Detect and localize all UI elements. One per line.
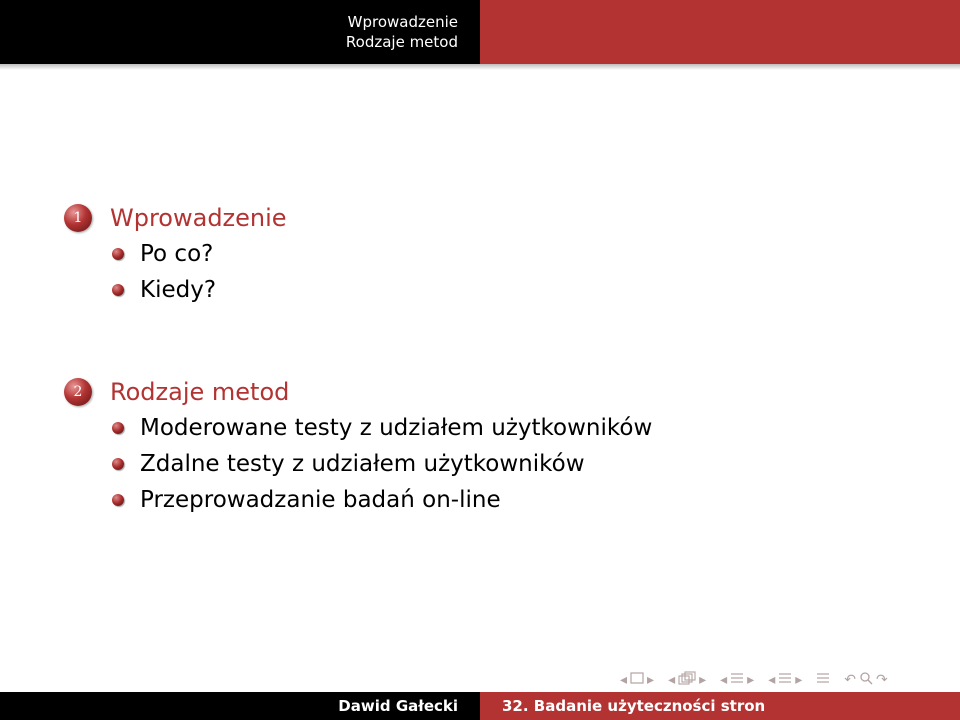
subsection-item[interactable]	[112, 236, 287, 272]
header-left-panel	[0, 0, 480, 64]
forward-icon[interactable]: ↷	[875, 672, 888, 688]
bullet-ball-icon	[112, 494, 124, 506]
bullet-ball-icon	[112, 458, 124, 470]
header-bar	[0, 0, 960, 64]
footer-left-panel	[0, 692, 480, 720]
header-section-link[interactable]: Wprowadzenie	[347, 13, 458, 31]
subsection-item[interactable]	[112, 482, 652, 518]
section-heading[interactable]	[64, 374, 652, 410]
subsection-prev-icon[interactable]: ◂	[668, 672, 676, 688]
subsection-list	[112, 236, 287, 308]
section-icon[interactable]	[778, 671, 792, 689]
subsection-label[interactable]: Kiedy?	[140, 277, 217, 303]
search-icon[interactable]	[859, 671, 873, 689]
subsection-item[interactable]	[112, 272, 287, 308]
section-number-ball: 1	[64, 204, 92, 232]
section-next-icon[interactable]: ▸	[795, 672, 803, 688]
section-heading[interactable]	[64, 200, 287, 236]
subsection-label[interactable]: Moderowane testy z udziałem użytkowników	[140, 415, 653, 441]
subsection-next-icon[interactable]: ▸	[699, 672, 707, 688]
subsection-label[interactable]: Przeprowadzanie badań on-line	[140, 487, 501, 513]
section-nav-group	[720, 671, 754, 689]
slide-nav-group	[620, 672, 654, 688]
footer-bar	[0, 692, 960, 720]
outline-section-1	[64, 200, 287, 308]
section-icon[interactable]	[730, 671, 744, 689]
subsection-icon[interactable]	[678, 671, 696, 689]
subsubsection-nav-group	[768, 671, 802, 689]
document-nav-group	[816, 671, 830, 689]
header-right-panel	[480, 0, 960, 64]
section-number-ball: 2	[64, 378, 92, 406]
footer-right-panel	[480, 692, 960, 720]
document-icon[interactable]	[816, 671, 830, 689]
bullet-ball-icon	[112, 248, 124, 260]
header-shadow	[0, 64, 960, 70]
frame-icon[interactable]	[630, 672, 644, 688]
section-prev-icon[interactable]: ◂	[768, 672, 776, 688]
section-prev-icon[interactable]: ◂	[720, 672, 728, 688]
bullet-ball-icon	[112, 284, 124, 296]
footer-author: Dawid Gałecki	[338, 697, 458, 715]
footer-title: 32. Badanie użyteczności stron	[502, 697, 766, 715]
section-title[interactable]: Wprowadzenie	[110, 204, 287, 232]
header-subsection-link[interactable]: Rodzaje metod	[345, 33, 458, 51]
slide-prev-icon[interactable]: ◂	[620, 672, 628, 688]
slide-next-icon[interactable]: ▸	[647, 672, 655, 688]
bullet-ball-icon	[112, 422, 124, 434]
navigation-symbols	[620, 670, 898, 690]
section-next-icon[interactable]: ▸	[747, 672, 755, 688]
history-nav-group	[844, 671, 887, 689]
outline-section-2	[64, 374, 652, 518]
subsection-nav-group	[668, 671, 706, 689]
subsection-item[interactable]	[112, 446, 652, 482]
section-title[interactable]: Rodzaje metod	[110, 378, 290, 406]
subsection-label[interactable]: Zdalne testy z udziałem użytkowników	[140, 451, 585, 477]
subsection-label[interactable]: Po co?	[140, 241, 214, 267]
subsection-item[interactable]	[112, 410, 652, 446]
subsection-list	[112, 410, 652, 518]
back-icon[interactable]: ↶	[844, 672, 856, 688]
